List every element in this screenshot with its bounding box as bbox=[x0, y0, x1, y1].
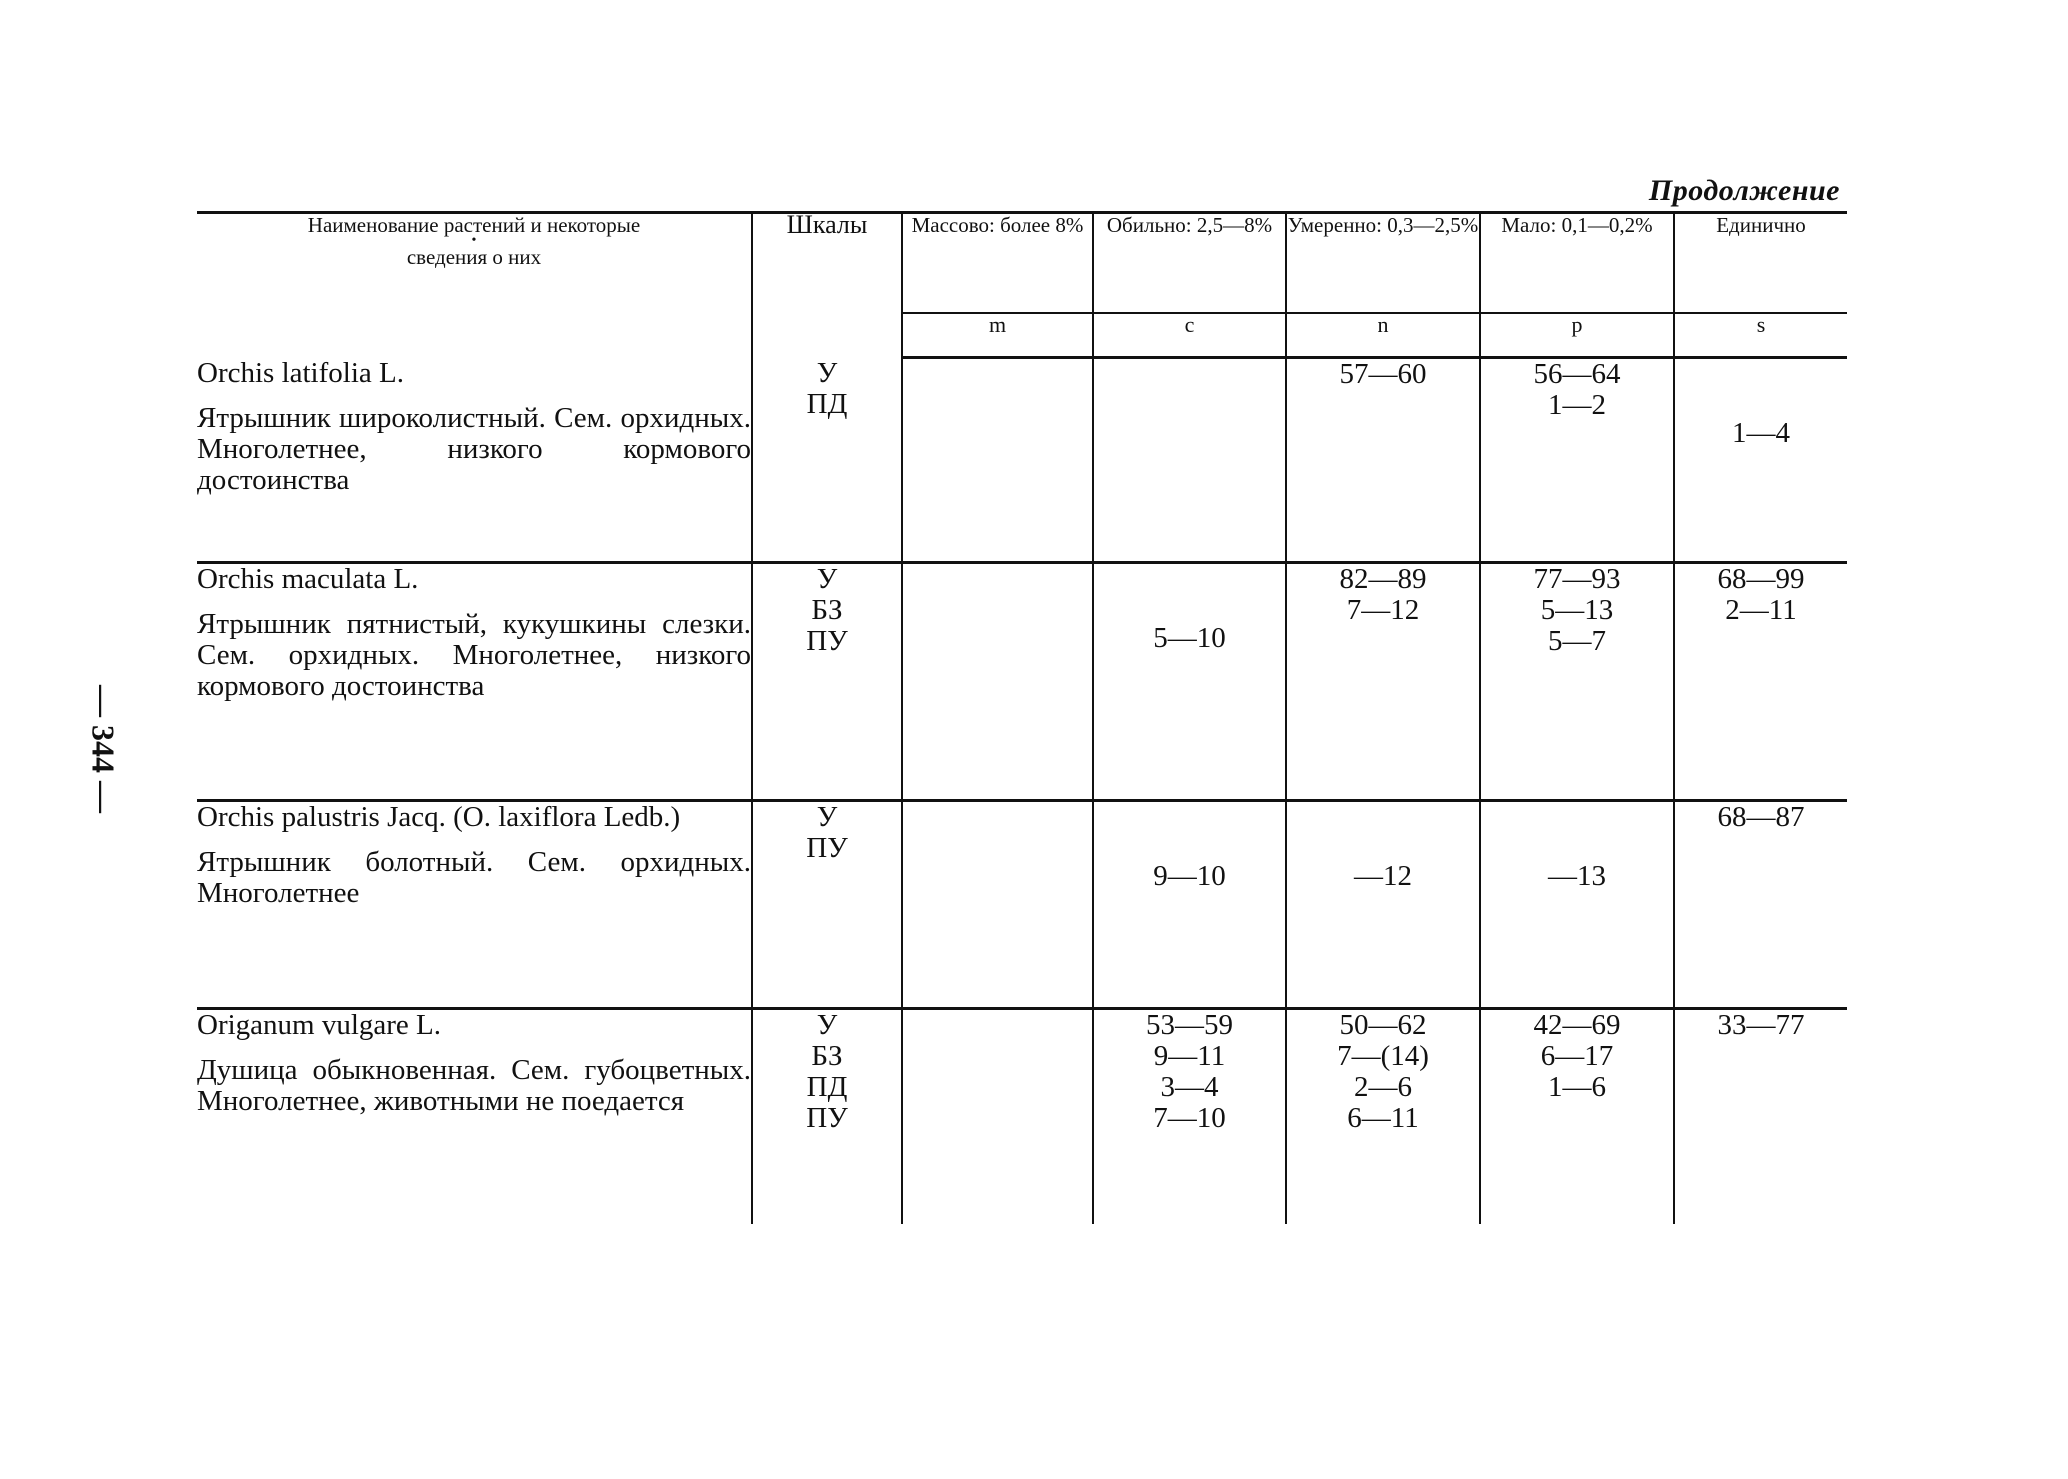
column-header-few: Мало: 0,1—0,2% bbox=[1480, 213, 1674, 314]
single-cell: 33—77 bbox=[1674, 1009, 1847, 1224]
latin-name: Orchis latifolia L. bbox=[197, 356, 404, 389]
abundant-cell: 5—10 bbox=[1093, 563, 1286, 801]
moderate-cell: 57—60 bbox=[1286, 358, 1480, 563]
plant-description: Ятрышник широколистный. Сем. орхидных. Многолетнее, низкого кормового достоинства bbox=[197, 401, 751, 496]
latin-name: Orchis maculata L. bbox=[197, 563, 419, 595]
abundant-cell: 9—10 bbox=[1093, 801, 1286, 1009]
mass-cell bbox=[902, 801, 1093, 1009]
moderate-cell: 50—62 7—(14) 2—6 6—11 bbox=[1286, 1009, 1480, 1224]
latin-name: Orchis palustris Jacq. (O. laxiflora Ledb.) bbox=[197, 801, 681, 833]
plant-name-cell bbox=[197, 1009, 752, 1224]
plant-description: Ятрышник пятнистый, кукушкины слезки. Сем. орхидных. Многолетнее, низкого кормового достоинства bbox=[197, 608, 751, 702]
latin-name: Origanum vulgare L. bbox=[197, 1009, 442, 1041]
table-row bbox=[197, 1009, 1847, 1224]
name-head-line2: сведения о них bbox=[406, 245, 542, 269]
mass-cell bbox=[902, 358, 1093, 563]
scales-cell: У БЗ ПД ПУ bbox=[752, 1009, 902, 1224]
moderate-cell: —12 bbox=[1286, 801, 1480, 1009]
moderate-cell: 82—89 7—12 bbox=[1286, 563, 1480, 801]
column-code-m: m bbox=[902, 313, 1093, 358]
plant-abundance-table bbox=[197, 211, 1847, 1224]
plant-name-cell bbox=[197, 358, 752, 563]
column-header-single: Единично bbox=[1674, 213, 1847, 314]
abundant-cell bbox=[1093, 358, 1286, 563]
single-cell: 68—87 bbox=[1674, 801, 1847, 1009]
name-head-bullet: • bbox=[471, 233, 477, 248]
plant-description: Ятрышник болотный. Сем. орхидных. Многолетнее bbox=[197, 846, 751, 909]
column-header-moderate: Умеренно: 0,3—2,5% bbox=[1286, 213, 1480, 314]
abundant-cell: 53—59 9—11 3—4 7—10 bbox=[1093, 1009, 1286, 1224]
column-header-name bbox=[197, 213, 752, 358]
continuation-label: Продолжение bbox=[1648, 174, 1840, 207]
column-code-c: c bbox=[1093, 313, 1286, 358]
plant-description: Душица обыкновенная. Сем. губоцветных. Многолетнее, животными не поедается bbox=[197, 1054, 751, 1117]
column-code-p: p bbox=[1480, 313, 1674, 358]
table-row bbox=[197, 563, 1847, 801]
column-header-mass: Массово: более 8% bbox=[902, 213, 1093, 314]
plant-name-cell bbox=[197, 801, 752, 1009]
column-code-n: n bbox=[1286, 313, 1480, 358]
scales-cell: У ПД bbox=[752, 358, 902, 563]
name-head-line1: Наименование растений и некоторые bbox=[307, 213, 641, 237]
scales-cell: У БЗ ПУ bbox=[752, 563, 902, 801]
column-header-scales: Шкалы bbox=[752, 213, 902, 358]
few-cell: 42—69 6—17 1—6 bbox=[1480, 1009, 1674, 1224]
table-row bbox=[197, 801, 1847, 1009]
single-cell: 68—99 2—11 bbox=[1674, 563, 1847, 801]
column-code-s: s bbox=[1674, 313, 1847, 358]
few-cell: —13 bbox=[1480, 801, 1674, 1009]
mass-cell bbox=[902, 563, 1093, 801]
table-row bbox=[197, 358, 1847, 563]
scales-cell: У ПУ bbox=[752, 801, 902, 1009]
few-cell: 56—64 1—2 bbox=[1480, 358, 1674, 563]
column-header-abundant: Обильно: 2,5—8% bbox=[1093, 213, 1286, 314]
page-number: — 344 — bbox=[85, 685, 122, 813]
few-cell: 77—93 5—13 5—7 bbox=[1480, 563, 1674, 801]
single-cell: 1—4 bbox=[1674, 358, 1847, 563]
plant-name-cell bbox=[197, 563, 752, 801]
mass-cell bbox=[902, 1009, 1093, 1224]
